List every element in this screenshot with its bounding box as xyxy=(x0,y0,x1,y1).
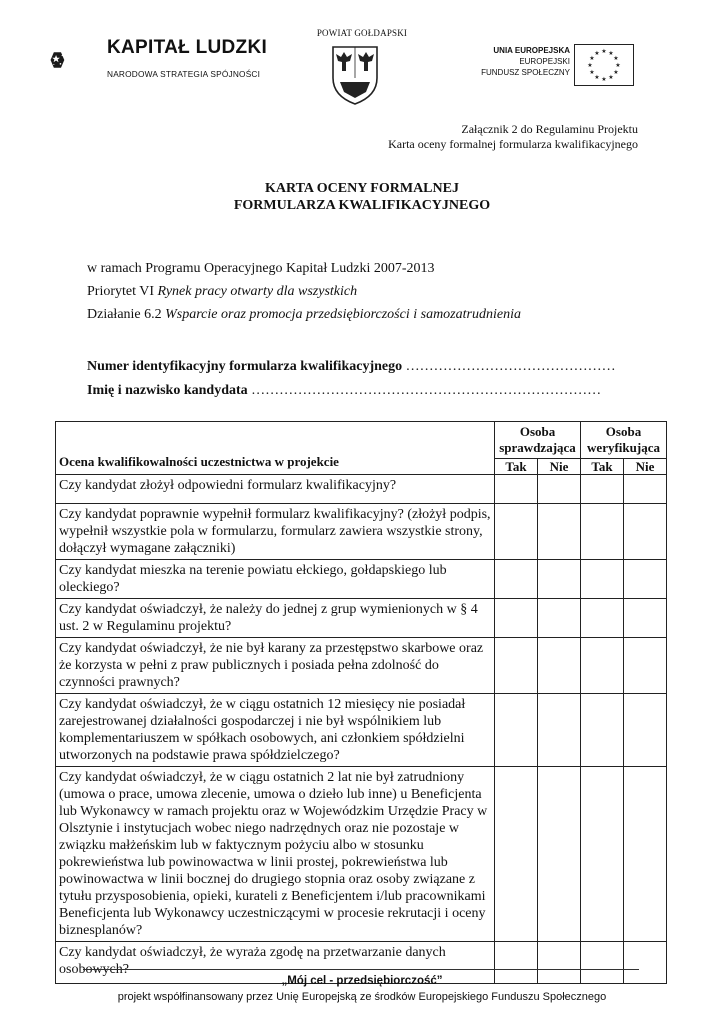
verifier-no-cell[interactable] xyxy=(623,638,666,694)
table-row xyxy=(56,767,667,942)
verifier-no-cell[interactable] xyxy=(623,599,666,638)
question-cell: Czy kandydat złożył odpowiedni formularz kwalifikacyjny? xyxy=(56,475,495,504)
svg-text:★: ★ xyxy=(608,51,614,57)
checker-no-cell[interactable] xyxy=(538,560,581,599)
eu-logo-text xyxy=(470,45,570,78)
document-title-line-2: FORMULARZA KWALIFIKACYJNEGO xyxy=(233,198,491,213)
eu-logo-line-2: EUROPEJSKI xyxy=(519,57,570,66)
svg-text:★: ★ xyxy=(613,70,619,76)
svg-text:★: ★ xyxy=(613,56,619,62)
verifier-no-header: Nie xyxy=(623,459,666,475)
document-title-line-1: KARTA OCENY FORMALNEJ xyxy=(265,181,459,196)
verifier-yes-cell[interactable] xyxy=(581,504,624,560)
verifier-yes-header: Tak xyxy=(581,459,624,475)
svg-text:★: ★ xyxy=(587,63,593,69)
kapital-ludzki-subtitle: NARODOWA STRATEGIA SPÓJNOŚCI xyxy=(107,69,261,79)
footer-cofunding: projekt współfinansowany przez Unię Europejską ze środków Europejskiego Funduszu Społecznego xyxy=(117,991,607,1003)
question-column-header: Ocena kwalifikowalności uczestnictwa w projekcie xyxy=(56,422,495,475)
program-info xyxy=(87,257,521,326)
question-cell: Czy kandydat oświadczył, że w ciągu ostatnich 12 miesięcy nie posiadał zarejestrowanej działalności gospodarczej i nie był wspólnikiem lub komplementariuszem w spółkach osobowych, ani członkiem spółdzielni utworzonych na podstawie prawa spółdzielczego? xyxy=(56,694,495,767)
svg-text:★: ★ xyxy=(594,75,600,81)
verifier-header-line-2: weryfikująca xyxy=(587,440,660,455)
question-cell: Czy kandydat oświadczył, że nie był karany za przestępstwo skarbowe oraz że korzysta w pełni z praw publicznych i posiada pełna zdolność do czynności prawnych? xyxy=(56,638,495,694)
eu-flag-icon xyxy=(574,44,634,86)
table-row xyxy=(56,599,667,638)
action-name: Wsparcie oraz promocja przedsiębiorczości i samozatrudnienia xyxy=(165,307,521,322)
question-cell: Czy kandydat oświadczył, że należy do jednej z grup wymienionych w § 4 ust. 2 w Regulaminu projektu? xyxy=(56,599,495,638)
candidate-name-field[interactable] xyxy=(87,379,616,403)
priority-line xyxy=(87,280,521,303)
checker-no-cell[interactable] xyxy=(538,504,581,560)
verifier-no-cell[interactable] xyxy=(623,560,666,599)
document-title xyxy=(0,180,724,214)
annex-line-2: Karta oceny formalnej formularza kwalifikacyjnego xyxy=(388,137,638,151)
verifier-yes-cell[interactable] xyxy=(581,638,624,694)
svg-text:★: ★ xyxy=(615,63,621,69)
checker-yes-header: Tak xyxy=(495,459,538,475)
candidate-fields xyxy=(87,355,616,403)
checker-no-cell[interactable] xyxy=(538,638,581,694)
table-row xyxy=(56,694,667,767)
verifier-yes-cell[interactable] xyxy=(581,560,624,599)
footer-divider xyxy=(83,969,639,970)
checker-column-header xyxy=(495,422,581,459)
verifier-yes-cell[interactable] xyxy=(581,767,624,942)
action-line xyxy=(87,303,521,326)
question-cell: Czy kandydat oświadczył, że wyraża zgodę na przetwarzanie danych osobowych? xyxy=(56,942,495,984)
verifier-column-header xyxy=(581,422,667,459)
verifier-no-cell[interactable] xyxy=(623,475,666,504)
checker-yes-cell[interactable] xyxy=(495,767,538,942)
table-row xyxy=(56,560,667,599)
checker-yes-cell[interactable] xyxy=(495,560,538,599)
kapital-ludzki-logo xyxy=(50,30,105,90)
question-cell: Czy kandydat poprawnie wypełnił formularz kwalifikacyjny? (złożył podpis, wypełnił wszystkie pola w formularzu, formularz zawiera wszystkie strony, dołączył wymagane załączniki) xyxy=(56,504,495,560)
action-prefix: Działanie 6.2 xyxy=(87,307,166,322)
checker-yes-cell[interactable] xyxy=(495,694,538,767)
checker-no-cell[interactable] xyxy=(538,599,581,638)
form-id-dots: ……………………………………… xyxy=(402,359,616,374)
verifier-yes-cell[interactable] xyxy=(581,694,624,767)
svg-text:★: ★ xyxy=(589,56,595,62)
verifier-no-cell[interactable] xyxy=(623,767,666,942)
verifier-no-cell[interactable] xyxy=(623,694,666,767)
checker-header-line-1: Osoba xyxy=(519,424,556,439)
verifier-yes-cell[interactable] xyxy=(581,599,624,638)
table-row xyxy=(56,638,667,694)
checker-yes-cell[interactable] xyxy=(495,638,538,694)
svg-text:★: ★ xyxy=(601,49,607,55)
svg-text:★: ★ xyxy=(608,75,614,81)
question-cell: Czy kandydat oświadczył, że w ciągu ostatnich 2 lat nie był zatrudniony (umowa o prace, umowa zlecenie, umowa o dzieło lub inne) u Beneficjenta lub Wykonawcy w ramach projektu oraz w Wojewódzkim Urzędzie Pracy w Olsztynie i instytucjach wobec niego nadrzędnych oraz nie pozostaje w związku małżeńskim lub w faktycznym pożyciu albo w stosunku pokrewieństwa lub powinowactwa w linii prostej, pokrewieństwa lub powinowactwa w linii bocznej do drugiego stopnia oraz osoby związane z tytułu przysposobienia, opieki, kurateli z Beneficjentem i/lub pracownikami Beneficjenta lub Wykonawcy uczestniczącymi w procesie rekrutacji i oceny biznesplanów? xyxy=(56,767,495,942)
form-id-label: Numer identyfikacyjny formularza kwalifikacyjnego xyxy=(87,359,403,374)
verifier-no-cell[interactable] xyxy=(623,504,666,560)
checker-yes-cell[interactable] xyxy=(495,599,538,638)
eu-logo-line-1: UNIA EUROPEJSKA xyxy=(493,46,570,55)
checker-no-cell[interactable] xyxy=(538,767,581,942)
table-row xyxy=(56,504,667,560)
table-header-row xyxy=(56,422,667,459)
svg-text:★: ★ xyxy=(594,51,600,57)
annex-line-1: Załącznik 2 do Regulaminu Projektu xyxy=(461,122,638,136)
program-line: w ramach Programu Operacyjnego Kapitał Ludzki 2007-2013 xyxy=(87,261,435,276)
checker-header-line-2: sprawdzająca xyxy=(499,440,576,455)
priority-name: Rynek pracy otwarty dla wszystkich xyxy=(157,284,358,299)
checker-yes-cell[interactable] xyxy=(495,504,538,560)
county-name: POWIAT GOŁDAPSKI xyxy=(316,28,408,38)
svg-text:★: ★ xyxy=(601,77,607,83)
checker-no-cell[interactable] xyxy=(538,475,581,504)
checker-no-cell[interactable] xyxy=(538,694,581,767)
kapital-ludzki-title: KAPITAŁ LUDZKI xyxy=(107,37,268,58)
annex-note xyxy=(388,122,638,152)
eu-logo-line-3: FUNDUSZ SPOŁECZNY xyxy=(481,68,570,77)
table-row xyxy=(56,475,667,504)
verifier-header-line-1: Osoba xyxy=(605,424,642,439)
assessment-table xyxy=(55,421,667,984)
coat-of-arms-icon xyxy=(330,44,380,106)
question-cell: Czy kandydat mieszka na terenie powiatu ełckiego, gołdapskiego lub oleckiego? xyxy=(56,560,495,599)
priority-prefix: Priorytet VI xyxy=(87,284,158,299)
svg-text:★: ★ xyxy=(589,70,595,76)
verifier-yes-cell[interactable] xyxy=(581,475,624,504)
checker-yes-cell[interactable] xyxy=(495,475,538,504)
checker-no-header: Nie xyxy=(538,459,581,475)
footer-motto: „Mój cel - przedsiębiorczość” xyxy=(281,975,443,987)
candidate-name-label: Imię i nazwisko kandydata xyxy=(87,383,248,398)
candidate-name-dots: ………………………………………………………………… xyxy=(247,383,602,398)
form-id-field[interactable] xyxy=(87,355,616,379)
